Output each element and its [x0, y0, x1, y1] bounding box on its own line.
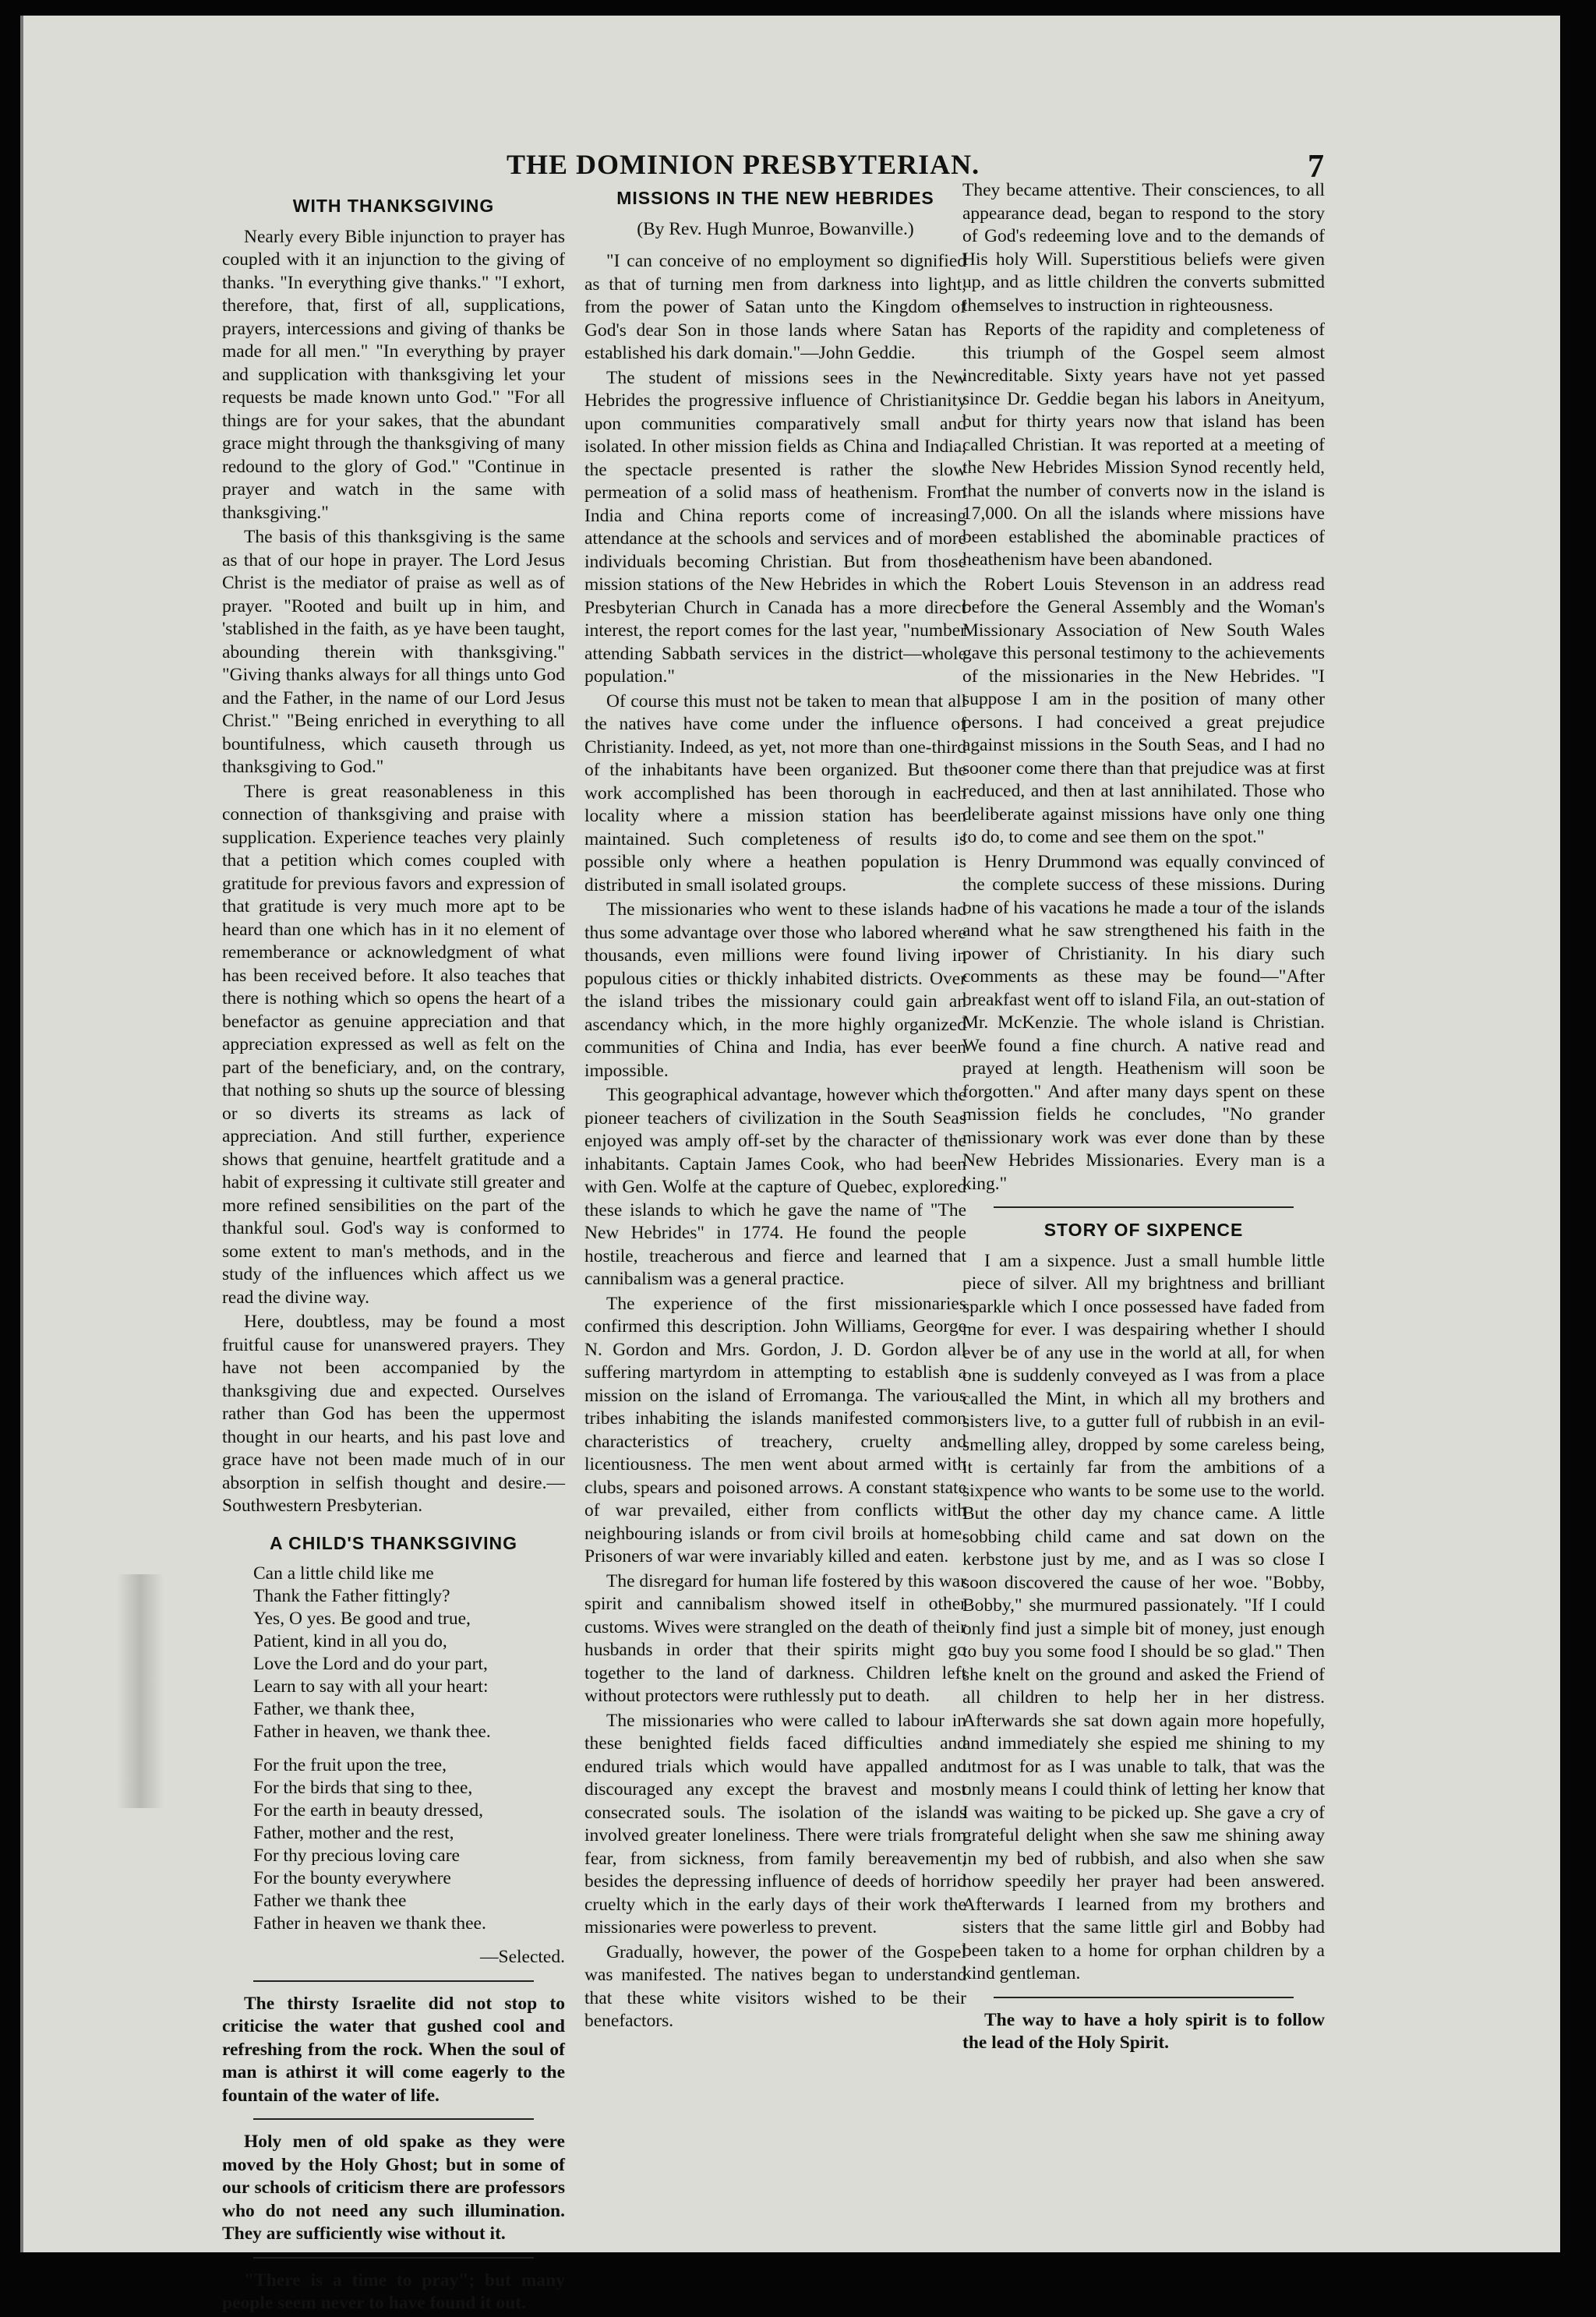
poem-line: Father we thank thee [253, 1891, 407, 1911]
divider [253, 2257, 534, 2259]
poem-line: Thank the Father fittingly? [253, 1586, 450, 1606]
article-title-thanksgiving: WITH THANKSGIVING [292, 196, 495, 216]
poem-line: Father in heaven, we thank thee. [253, 1722, 491, 1742]
poem-line: Father, we thank thee, [253, 1699, 415, 1719]
poem-line: Love the Lord and do your part, [253, 1654, 488, 1674]
poem-credit: —Selected. [480, 1947, 565, 1967]
divider [994, 1206, 1294, 1208]
paragraph: The student of missions sees in the New Hebrides the progressive influence of Christianity upon communities comparatively small and isolated. In other mission fields as China and India, the spectacle presented is rather the slow permeation of a solid mass of heathenism. From India and China reports come of increasing attendance at the schools and services and of more individuals becoming Christian. But from those mission stations of the New Hebrides in which the Presbyterian Church in Canada has a more direct interest, the report comes for the last year, "number attending Sabbath services in the district—whole population." [584, 367, 966, 687]
poem-stanza-1 [253, 1563, 565, 1743]
poem-line: Patient, kind in all you do, [253, 1631, 447, 1651]
poem-stanza-2 [253, 1754, 565, 1935]
article-title-missions: MISSIONS IN THE NEW HEBRIDES [616, 188, 934, 208]
column-2 [584, 179, 966, 2035]
poem-line: For thy precious loving care [253, 1845, 460, 1866]
filler-paragraph: Holy men of old spake as they were moved by the Holy Ghost; but in some of our schools of criticism there are professors who do not need any such illumination. They are sufficiently wise without it. [222, 2132, 565, 2244]
newspaper-title: THE DOMINION PRESBYTERIAN. [507, 149, 980, 180]
paragraph: Henry Drummond was equally convinced of the complete success of these missions. During one of his vacations he made a tour of the islands and what he saw strengthened his faith in the power of Christianity. In his diary such comments as these may be found—"After breakfast went off to island Fila, an out-station of Mr. McKenzie. The whole island is Christian. We found a fine church. A native read and prayed at length. Heathenism will soon be forgotten." And after many days spent on these mission fields he concludes, "No grander missionary work was ever done than by these New Hebrides Missionaries. Every man is a king." [962, 851, 1325, 1194]
paragraph: The missionaries who went to these islands had thus some advantage over those who labored where thousands, even millions were found living in populous cities or thickly inhabited districts. Over the island tribes the missionary could gain an ascendancy which, in the more highly organized communities of China and India, has ever been impossible. [584, 899, 966, 1081]
paragraph: I am a sixpence. Just a small humble little piece of silver. All my brightness and brilliant sparkle which I once possessed have faded from me for ever. I was despairing whether I should ever be of any use in the world at all, for when one is suddenly conveyed as I was from a place called the Mint, in which all my brothers and sisters live, to a gutter full of rubbish in an evil-smelling alley, dropped by some careless being, it is certainly far from the ambitions of a sixpence who wants to be some use to the world. But the other day my chance came. A little sobbing child came and sat down on the kerbstone just by me, and as I was so close I soon discovered the cause of her woe. "Bobby, Bobby," she murmured passionately. "If I could only find just a simple bit of money, just enough to buy you some food I should be so glad." Then she knelt on the ground and asked the Friend of all children to help her in her distress. Afterwards she sat down again more hopefully, and immediately she espied me shining to my utmost for as I was unable to talk, that was the only means I could think of letting her know that I was waiting to be picked up. She gave a cry of grateful delight when she saw me shining away in my bed of rubbish, and also when she saw how speedily her prayer had been answered. Afterwards I learned from my brothers and sisters that the same little girl and Bobby had been taken to a home for orphan children by a kind gentleman. [962, 1250, 1325, 1983]
filler-paragraph: The thirsty Israelite did not stop to criticise the water that gushed cool and refreshing from the rock. When the soul of man is athirst it will come eagerly to the fountain of the water of life. [222, 1993, 565, 2106]
paragraph: They became attentive. Their consciences, to all appearance dead, began to respond to the story of God's redeeming love and to the demands of His holy Will. Superstitious beliefs were given up, and as little children the converts submitted themselves to instruction in righteousness. [962, 180, 1325, 316]
paragraph: Robert Louis Stevenson in an address read before the General Assembly and the Woman's Missionary Association of New South Wales gave this personal testimony to the achievements of the missionaries in the New Hebrides. "I suppose I am in the position of many other persons. I had conceived a great prejudice against missions in the South Seas, and I had no sooner come there than that prejudice was at first reduced, and then at last annihilated. Those who deliberate against missions have only one thing to do, to come and see them on the spot." [962, 574, 1325, 847]
article-title-sixpence: STORY OF SIXPENCE [1043, 1220, 1244, 1240]
paragraph: Gradually, however, the power of the Gospel was manifested. The natives began to understand that these white visitors wished to be their benefactors. [584, 1941, 966, 2031]
paragraph: Reports of the rapidity and completeness of this triumph of the Gospel seem almost increditable. Sixty years have not yet passed since Dr. Geddie began his labors in Aneityum, but for thirty years now that island has been called Christian. It was reported at a meeting of the New Hebrides Mission Synod recently held, that the number of converts now in the island is 17,000. On all the islands where missions have been established the abominable practices of heathenism have been abandoned. [962, 320, 1325, 570]
poem [253, 1563, 565, 1935]
filler-paragraph: The way to have a holy spirit is to follow the lead of the Holy Spirit. [962, 2009, 1325, 2053]
paragraph: The disregard for human life fostered by this war spirit and cannibalism showed itself in other customs. Wives were strangled on the death of their husbands in order that their spirits might go together to the land of darkness. Children left without protectors were ruthlessly put to death. [584, 1570, 967, 1706]
paragraph: Here, doubtless, may be found a most fruitful cause for unanswered prayers. They have not been accompanied by the thanksgiving due and expected. Ourselves rather than God has been the uppermost thought in our hearts, and his past love and grace have not been made much of in our absorption in selfish thought and desire.—Southwestern Presbyterian. [222, 1312, 565, 1516]
divider [253, 1980, 534, 1982]
paragraph: "I can conceive of no employment so dignified as that of turning men from darkness into light, from the power of Satan unto the Kingdom of God's dear Son in those lands where Satan has established his dark domain."—John Geddie. [584, 251, 966, 363]
column-1 [222, 187, 565, 2317]
article-title-childs-thanksgiving: A CHILD'S THANKSGIVING [270, 1532, 517, 1553]
divider [253, 2118, 534, 2120]
paragraph: The basis of this thanksgiving is the same as that of our hope in prayer. The Lord Jesus Christ is the mediator of praise as well as of prayer. "Rooted and built up in him, and 'stablished in the faith, as ye have been taught, abounding therein with thanksgiving." "Giving thanks always for all things unto God and the Father, in the name of our Lord Jesus Christ." "Being enriched in everything to all bountifulness, which causeth through us thanksgiving to God." [222, 527, 565, 777]
paragraph: The experience of the first missionaries confirmed this description. John Williams, George N. Gordon and Mrs. Gordon, J. D. Gordon all suffering martyrdom in attempting to establish a mission on the island of Erromanga. The various tribes inhabiting the islands manifested common characteristics of treachery, cruelty and licentiousness. The men went about armed with clubs, spears and poisoned arrows. A constant state of war prevailed, either from conflicts with neighbouring islands or from civil broils at home. Prisoners of war were invariably killed and eaten. [584, 1293, 966, 1566]
page-fold-shadow [117, 1574, 164, 1808]
page-number: 7 [1308, 149, 1325, 185]
byline: (By Rev. Hugh Munroe, Bowanville.) [637, 218, 914, 239]
paragraph: Nearly every Bible injunction to prayer has coupled with it an injunction to the giving of thanks. "In everything give thanks." "I exhort, therefore, that, first of all, supplications, prayers, intercessions and giving of thanks be made for all men." "In everything by prayer and supplication with thanksgiving let your requests be made known unto God." "For all things are for your sakes, that the abundant grace might through the thanksgiving of many redound to the glory of God." "Continue in prayer and watch in the same with thanksgiving." [222, 226, 565, 523]
paragraph: The missionaries who were called to labour in these benighted fields faced difficulties and endured trials which would have appalled and discouraged any except the bravest and most consecrated souls. The isolation of the islands involved greater loneliness. There were trials from fear, from sickness, from family bereavement, besides the depressing influence of deeds of horrid cruelty which in the early days of their work the missionaries were powerless to prevent. [584, 1710, 966, 1937]
filler-paragraph: "There is a time to pray"; but many people seem never to have found it out. [222, 2269, 565, 2313]
divider [994, 1997, 1294, 1998]
poem-line: Father in heaven we thank thee. [253, 1913, 486, 1934]
poem-line: Can a little child like me [253, 1563, 434, 1584]
poem-line: Yes, O yes. Be good and true, [253, 1609, 471, 1629]
poem-line: For the birds that sing to thee, [253, 1778, 473, 1798]
poem-line: For the bounty everywhere [253, 1868, 451, 1888]
paragraph: There is great reasonableness in this connection of thanksgiving and praise with supplication. Experience teaches very plainly that a petition which comes coupled with gratitude for previous favors and expression of that gratitude is very much more apt to be heard than one which has in it no element of rememberance or acknowledgment of what has been received before. It also teaches that there is nothing which so opens the heart of a benefactor as genuine appreciation and that appreciation expressed as well as felt on the part of the beneficiary, and, on the contrary, that nothing so shuts up the source of blessing or so diverts its streams as lack of appreciation. And still further, experience shows that genuine, heartfelt gratitude and a habit of expressing it cultivate still greater and more refined sensibilities on the part of the thankful soul. God's way is conformed to some extent to man's methods, and in the study of the influences which affect us we read the divine way. [222, 781, 565, 1308]
poem-line: Learn to say with all your heart: [253, 1676, 489, 1697]
poem-line: For the fruit upon the tree, [253, 1755, 447, 1775]
column-3 [962, 179, 1325, 2057]
paragraph: Of course this must not be taken to mean that all the natives have come under the influence of Christianity. Indeed, as yet, not more than one-third of the inhabitants have been organized. But the work accomplished has been thorough in each locality where a mission station has been maintained. Such completeness of results is possible only where a heathen population is distributed in small isolated groups. [584, 691, 966, 895]
poem-line: Father, mother and the rest, [253, 1823, 454, 1843]
poem-line: For the earth in beauty dressed, [253, 1800, 483, 1821]
paragraph: This geographical advantage, however which the pioneer teachers of civilization in the South Seas enjoyed was amply off-set by the character of the inhabitants. Captain James Cook, who had been with Gen. Wolfe at the capture of Quebec, explored these islands to which he gave the name of "The New Hebrides" in 1774. He found the people hostile, treacherous and fierce and learned that cannibalism was a general practice. [584, 1085, 966, 1289]
